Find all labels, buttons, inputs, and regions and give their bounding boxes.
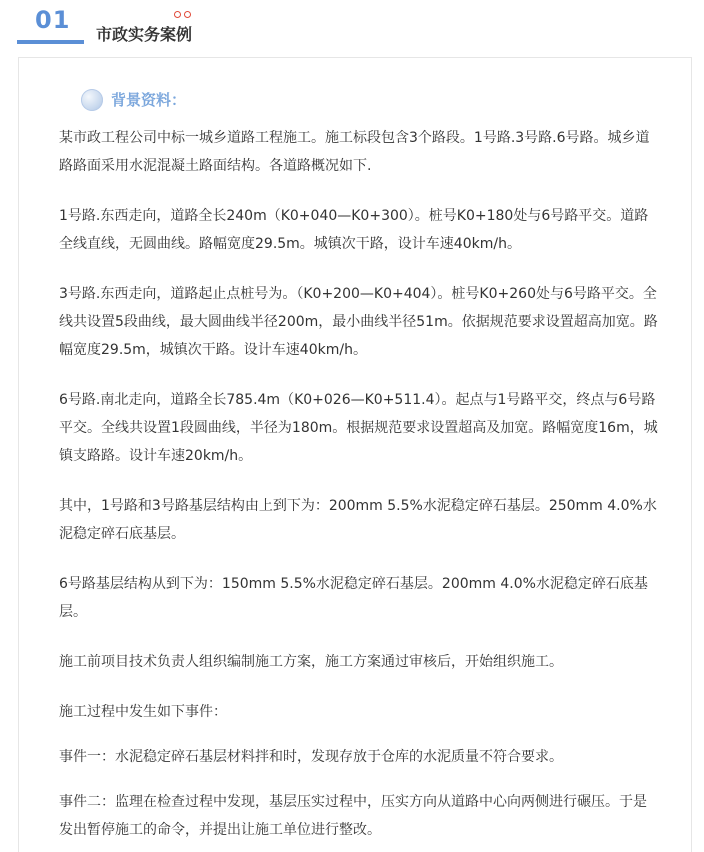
section-number-underline: [17, 40, 84, 44]
paragraph-road-6: 6号路.南北走向，道路全长785.4m（K0+026—K0+511.4）。起点与1号路平交，终点与6号路平交。全线共设置1段圆曲线，半径为180m。根据规范要求设置超高及加宽。路幅宽度16m，城镇支路路。设计车速20km/h。: [59, 392, 658, 464]
section-heading-text: 背景资料：: [111, 91, 187, 109]
paragraph-road-1: 1号路.东西走向，道路全长240m（K0+040—K0+300）。桩号K0+180处与6号路平交。道路全线直线，无圆曲线。路幅宽度29.5m。城镇次干路，设计车速40km/h。: [59, 208, 649, 252]
paragraph-overview: 某市政工程公司中标一城乡道路工程施工。施工标段包含3个路段。1号路.3号路.6号路。城乡道路路面采用水泥混凝土路面结构。各道路概况如下.: [59, 130, 650, 174]
paragraph-base-structure-6: 6号路基层结构从到下为：150mm 5.5%水泥稳定碎石基层。200mm 4.0%水泥稳定碎石底基层。: [59, 576, 648, 620]
paragraph-base-structure-1-3: 其中，1号路和3号路基层结构由上到下为：200mm 5.5%水泥稳定碎石基层。250mm 4.0%水泥稳定碎石底基层。: [59, 498, 657, 542]
article-header: [0, 0, 704, 50]
circle-bullet-icon: [81, 89, 103, 111]
double-circle-icon: [174, 11, 196, 21]
content-card: [18, 57, 692, 852]
section-number: 01: [35, 6, 71, 34]
paragraph-road-3: 3号路.东西走向，道路起止点桩号为。（K0+200—K0+404）。桩号K0+260处与6号路平交。全线共设置5段曲线，最大圆曲线半径200m，最小曲线半径51m。依据规范要求设置超高加宽。路幅宽度29.5m，城镇次干路。设计车速40km/h。: [59, 286, 658, 358]
paragraph-event-2: 事件二：监理在检查过程中发现，基层压实过程中，压实方向从道路中心向两侧进行碾压。于是发出暂停施工的命令，并提出让施工单位进行整改。: [59, 794, 647, 838]
article-title: 市政实务案例: [96, 25, 193, 44]
circle-icon: [174, 11, 181, 18]
paragraph-construction-plan: 施工前项目技术负责人组织编制施工方案，施工方案通过审核后，开始组织施工。: [59, 654, 563, 670]
paragraph-events-intro: 施工过程中发生如下事件：: [59, 704, 227, 720]
circle-icon: [184, 11, 191, 18]
paragraph-event-1: 事件一：水泥稳定碎石基层材料拌和时，发现存放于仓库的水泥质量不符合要求。: [59, 749, 563, 765]
